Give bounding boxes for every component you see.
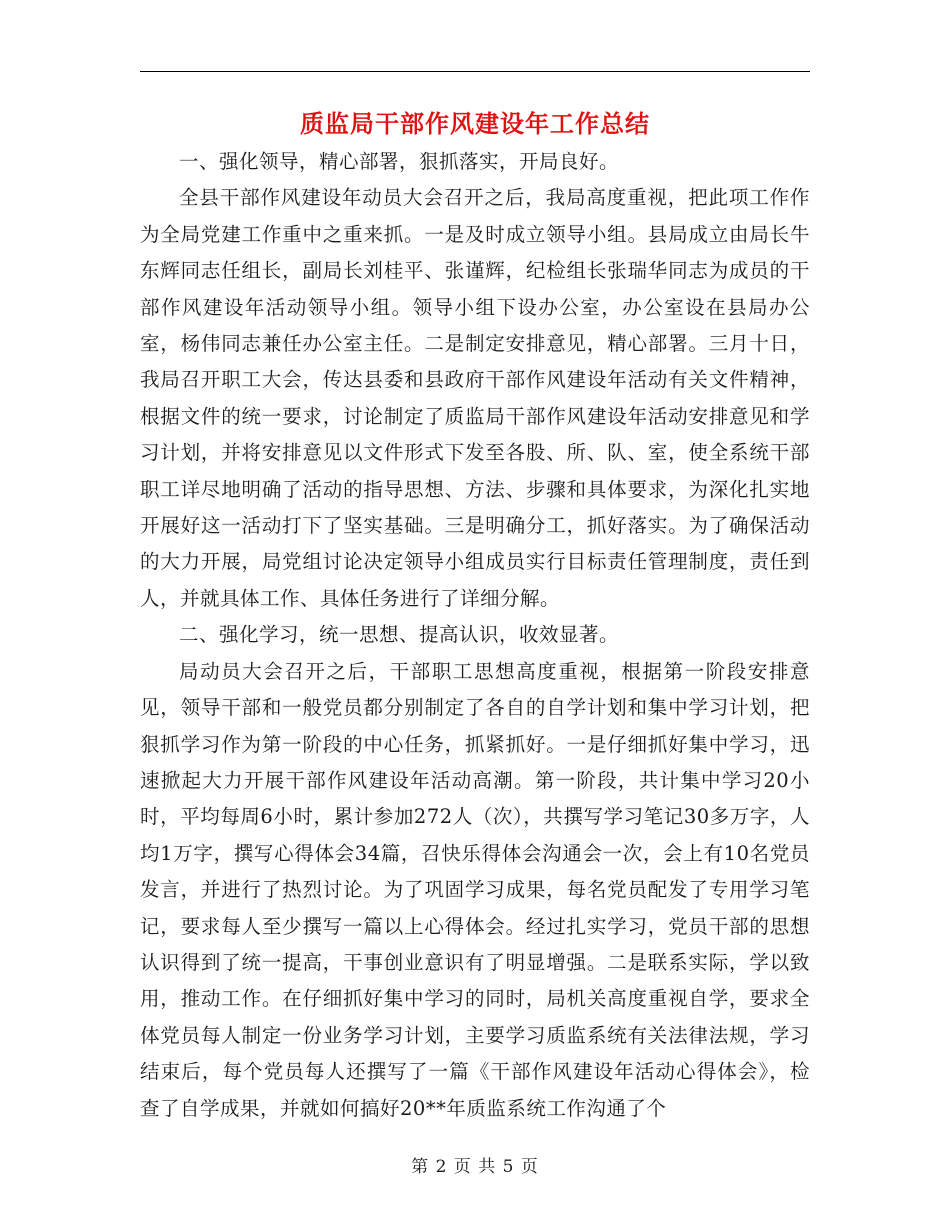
body-paragraph: 全县干部作风建设年动员大会召开之后，我局高度重视，把此项工作作为全局党建工作重中之重来抓。一是及时成立领导小组。县局成立由局长牛东辉同志任组长，副局长刘桂平、张谨辉，纪检组长张瑞华同志为成员的干部作风建设年活动领导小组。领导小组下设办公室，办公室设在县局办公室，杨伟同志兼任办公室主任。二是制定安排意见，精心部署。三月十日，我局召开职工大会，传达县委和县政府干部作风建设年活动有关文件精神，根据文件的统一要求，讨论制定了质监局干部作风建设年活动安排意见和学习计划，并将安排意见以文件形式下发至各股、所、队、室，使全系统干部职工详尽地明确了活动的指导思想、方法、步骤和具体要求，为深化扎实地开展好这一活动打下了坚实基础。三是明确分工，抓好落实。为了确保活动的大力开展，局党组讨论决定领导小组成员实行目标责任管理制度，责任到人，并就具体工作、具体任务进行了详细分解。 xyxy=(140,186,810,610)
document-body xyxy=(140,144,810,1127)
body-paragraph: 局动员大会召开之后，干部职工思想高度重视，根据第一阶段安排意见，领导干部和一般党员都分别制定了各自的自学计划和集中学习计划，把狠抓学习作为第一阶段的中心任务，抓紧抓好。一是仔细抓好集中学习，迅速掀起大力开展干部作风建设年活动高潮。第一阶段，共计集中学习20小时，平均每周6小时，累计参加272人（次），共撰写学习笔记30多万字，人均1万字，撰写心得体会34篇，召快乐得体会沟通会一次，会上有10名党员发言，并进行了热烈讨论。为了巩固学习成果，每名党员配发了专用学习笔记，要求每人至少撰写一篇以上心得体会。经过扎实学习，党员干部的思想认识得到了统一提高，干事创业意识有了明显增强。二是联系实际，学以致用，推动工作。在仔细抓好集中学习的同时，局机关高度重视自学，要求全体党员每人制定一份业务学习计划，主要学习质监系统有关法律法规，学习结束后，每个党员每人还撰写了一篇《干部作风建设年活动心得体会》，检查了自学成果，并就如何搞好20**年质监系统工作沟通了个 xyxy=(140,659,810,1120)
document-title: 质监局干部作风建设年工作总结 xyxy=(300,110,650,138)
section-heading: 二、强化学习，统一思想、提高认识，收效显著。 xyxy=(179,623,620,647)
page-footer: 第 2 页 共 5 页 xyxy=(411,1157,539,1177)
header-rule xyxy=(140,71,810,72)
section-heading: 一、强化领导，精心部署，狠抓落实，开局良好。 xyxy=(179,150,620,173)
